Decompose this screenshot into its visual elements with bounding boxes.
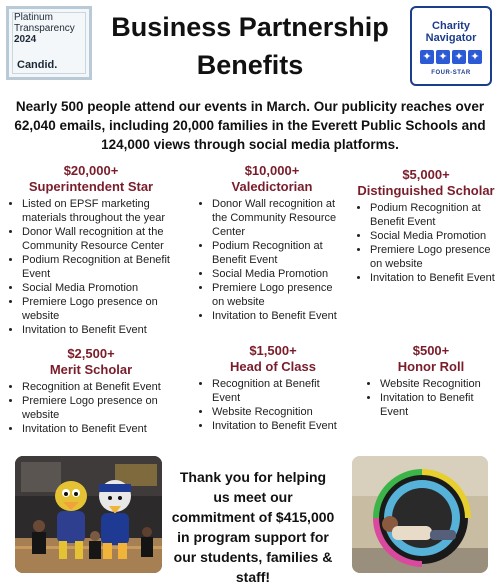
tier-name: Merit Scholar [49,362,133,377]
tier-name: Superintendent Star [28,179,154,194]
benefit-item: • Social Media Promotion [212,267,346,281]
tier-honor-roll [366,343,496,419]
title-line-2: Benefits [196,50,304,80]
child-play-photo [352,456,488,573]
page-title [100,8,400,84]
mascot-photo [15,456,162,573]
intro-text: Nearly 500 people attend our events in March. Our publicity reaches over 62,040 emails, including 20,000 families in the Everett Public Schools and 124,000 views through social media platforms. [14,99,486,152]
mascot-photo-illustration [15,456,162,573]
benefit-list [8,380,174,436]
tier-name: Distinguished Scholar [357,183,495,198]
tier-amount: $20,000+ [63,163,119,178]
benefit-item: • Invitation to Benefit Event [370,271,496,285]
benefit-list [366,377,496,419]
candid-seal [6,6,92,80]
tier-superintendent-star [8,163,174,337]
benefit-item: • Donor Wall recognition at the Community Resource Center [212,197,346,239]
seal-year: 2024 [14,34,37,45]
navigator-rating-label: FOUR-STAR [431,70,471,76]
star-icon: ✦ [452,50,466,64]
tier-name: Valedictorian [231,179,313,194]
benefit-list [356,201,496,285]
benefit-list [198,197,346,323]
benefit-item: • Invitation to Benefit Event [22,323,174,337]
benefit-item: • Podium Recognition at Benefit Event [22,253,174,281]
seal-line-2: Transparency [14,23,75,34]
benefit-item: • Donor Wall recognition at the Community Resource Center [22,225,174,253]
benefit-item: • Podium Recognition at Benefit Event [212,239,346,267]
benefit-item: • Premiere Logo presence on website [370,243,496,271]
benefit-item: • Website Recognition [380,377,496,391]
tier-head-of-class [198,343,348,433]
tier-merit-scholar [8,346,174,436]
benefit-item: • Premiere Logo presence on website [22,295,174,323]
tier-name: Honor Roll [397,359,465,374]
benefit-item: • Listed on EPSF marketing materials throughout the year [22,197,174,225]
navigator-line-1: Charity [432,20,470,32]
benefit-item: • Premiere Logo presence on website [22,394,174,422]
title-line-1: Business Partnership [111,12,389,42]
tier-amount: $2,500+ [67,346,115,361]
tier-distinguished-scholar [356,167,496,285]
benefit-item: • Premiere Logo presence on website [212,281,346,309]
charity-navigator-badge [410,6,492,86]
benefit-item: • Social Media Promotion [370,229,496,243]
candid-brand: Candid. [17,59,58,71]
navigator-name [412,20,490,44]
star-icon: ✦ [436,50,450,64]
benefit-item: • Recognition at Benefit Event [212,377,348,405]
thank-you-message: Thank you for helping us meet our commitment of $415,000 in program support for our students, families & staff! [171,469,335,585]
tier-amount: $10,000+ [244,163,300,178]
benefit-item: • Social Media Promotion [22,281,174,295]
star-rating [412,50,490,64]
star-icon: ✦ [420,50,434,64]
seal-line-1: Platinum [14,12,53,23]
tier-amount: $1,500+ [249,343,297,358]
benefit-item: • Invitation to Benefit Event [22,422,174,436]
child-play-illustration [352,456,488,573]
tier-amount: $500+ [412,343,450,358]
benefit-item: • Podium Recognition at Benefit Event [370,201,496,229]
benefit-item: • Invitation to Benefit Event [212,419,348,433]
tier-name: Head of Class [230,359,316,374]
benefit-item: • Website Recognition [212,405,348,419]
benefit-list [198,377,348,433]
benefit-item: • Invitation to Benefit Event [380,391,496,419]
tier-amount: $5,000+ [402,167,450,182]
tier-valedictorian [198,163,346,323]
navigator-line-2: Navigator [425,32,477,44]
star-icon: ✦ [468,50,482,64]
benefit-item: • Recognition at Benefit Event [22,380,174,394]
benefit-item: • Invitation to Benefit Event [212,309,346,323]
benefit-list [8,197,174,337]
